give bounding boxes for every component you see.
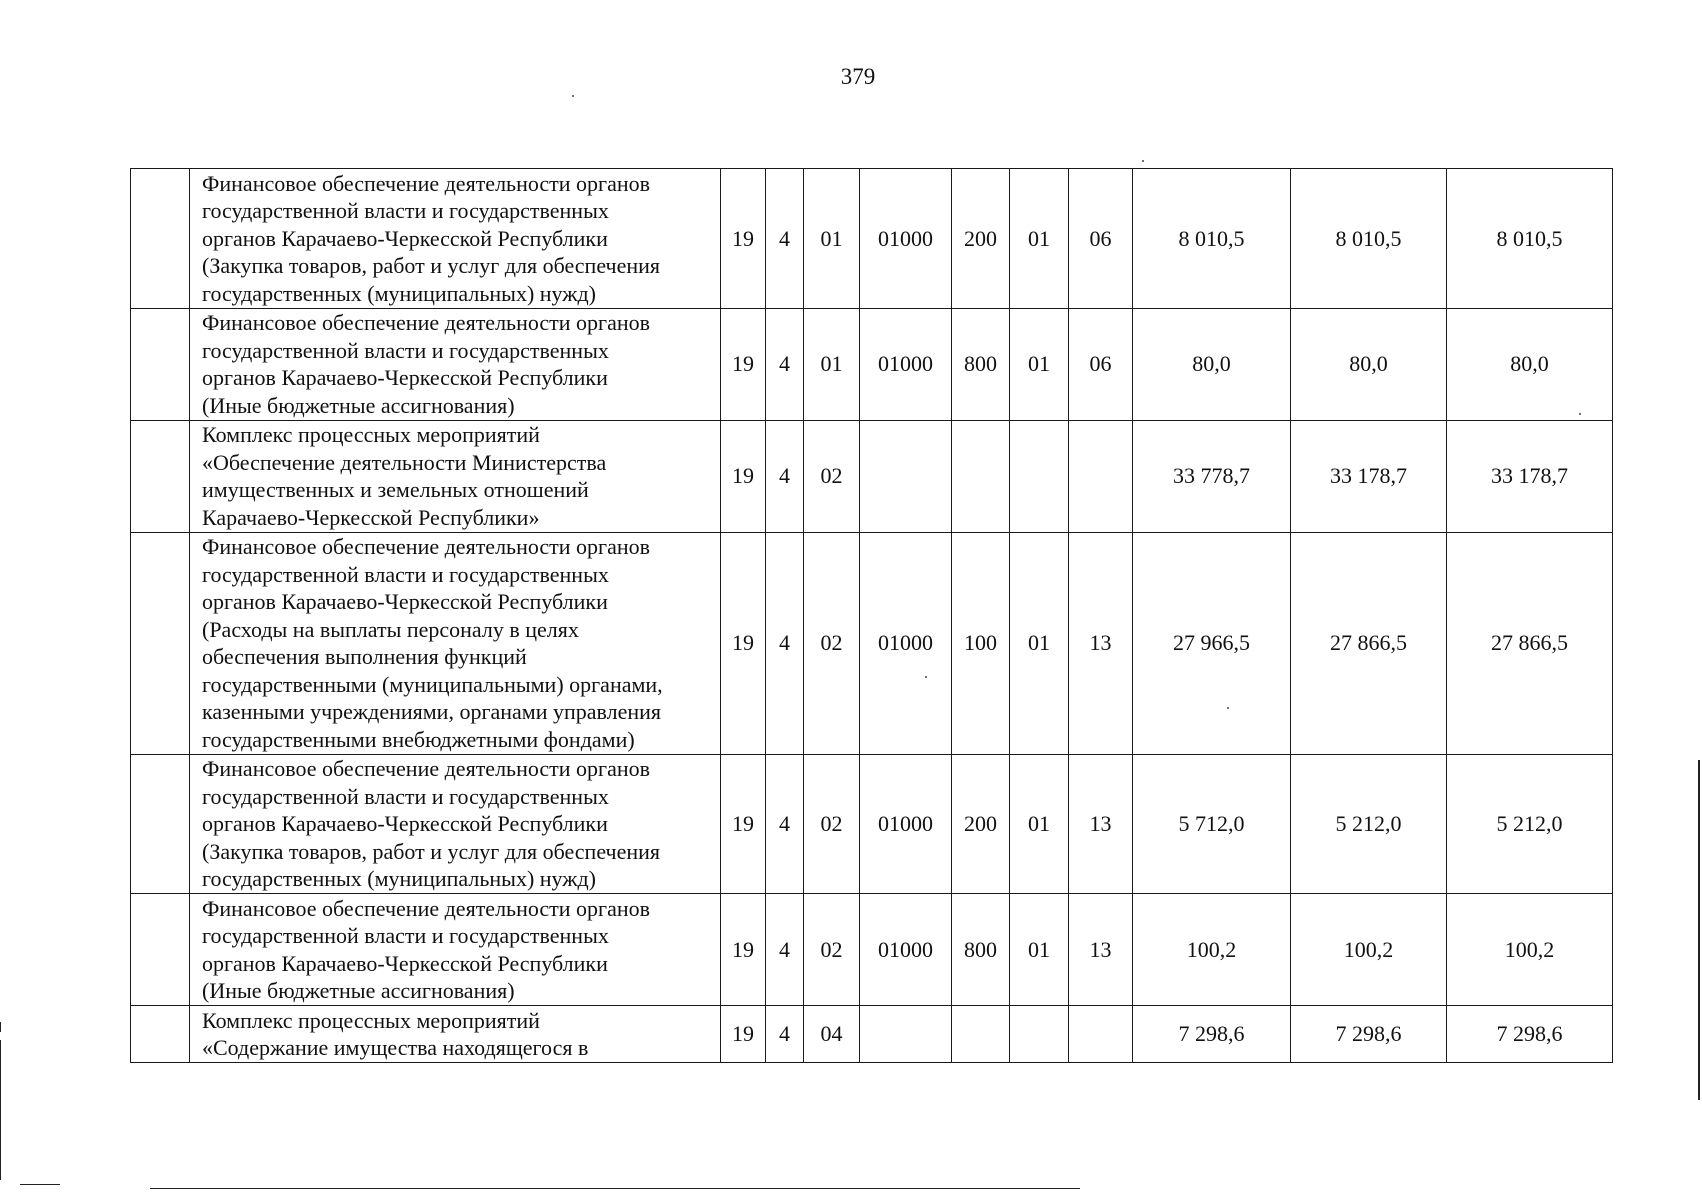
amount-year-2: 8 010,5	[1291, 169, 1447, 309]
description-line: Карачаево-Черкесской Республики»	[202, 504, 540, 530]
description-line: имущественных и земельных отношений	[202, 477, 589, 502]
code-direction: 01000	[860, 894, 952, 1006]
row-description	[190, 308, 721, 420]
row-number-cell	[131, 169, 190, 309]
description-line: (Расходы на выплаты персоналу в целях	[202, 616, 579, 642]
scan-margin-line	[0, 1040, 1, 1180]
amount-year-3: 8 010,5	[1447, 169, 1613, 309]
description-line: органов Карачаево-Черкесской Республики	[202, 365, 608, 390]
amount-year-1: 27 966,5	[1133, 532, 1291, 754]
description-line: казенными учреждениями, органами управления	[202, 699, 662, 724]
description-line: (Иные бюджетные ассигнования)	[202, 978, 515, 1003]
code-gp: 19	[721, 894, 766, 1006]
amount-year-1: 5 712,0	[1133, 754, 1291, 894]
amount-year-3: 7 298,6	[1447, 1006, 1613, 1063]
description-line: государственной власти и государственных	[202, 783, 609, 809]
code-subprogram: 4	[766, 308, 804, 420]
amount-year-2: 33 178,7	[1291, 420, 1447, 532]
scan-margin-line	[1698, 760, 1700, 1100]
code-subprogram: 4	[766, 894, 804, 1006]
code-subprogram: 4	[766, 1006, 804, 1063]
row-description	[190, 1006, 721, 1063]
description-line: Финансовое обеспечение деятельности органов	[202, 310, 651, 335]
code-subsection: 06	[1069, 308, 1133, 420]
row-description	[190, 420, 721, 532]
code-expense-type: 200	[952, 754, 1010, 894]
code-direction: 01000	[860, 308, 952, 420]
code-section: 01	[1010, 894, 1069, 1006]
amount-year-2: 27 866,5	[1291, 532, 1447, 754]
description-line: Комплекс процессных мероприятий	[202, 422, 540, 447]
table-row	[131, 1006, 1613, 1063]
amount-year-1: 80,0	[1133, 308, 1291, 420]
description-line: государственной власти и государственных	[202, 561, 609, 587]
code-section: 01	[1010, 532, 1069, 754]
row-number-cell	[131, 308, 190, 420]
amount-year-2: 100,2	[1291, 894, 1447, 1006]
row-number-cell	[131, 420, 190, 532]
row-description	[190, 894, 721, 1006]
description-line: органов Карачаево-Черкесской Республики	[202, 950, 608, 976]
code-section: 01	[1010, 308, 1069, 420]
code-expense-type: 800	[952, 308, 1010, 420]
amount-year-2: 5 212,0	[1291, 754, 1447, 894]
description-line: государственной власти и государственных	[202, 337, 609, 363]
scan-margin-line	[0, 1022, 1, 1032]
code-subsection: 06	[1069, 169, 1133, 309]
code-subsection	[1069, 420, 1133, 532]
code-direction	[860, 420, 952, 532]
amount-year-2: 7 298,6	[1291, 1006, 1447, 1063]
code-event: 02	[804, 754, 860, 894]
description-line: Финансовое обеспечение деятельности органов	[202, 756, 651, 781]
row-description	[190, 532, 721, 754]
scan-speck	[1142, 160, 1144, 162]
page-number: 379	[840, 64, 876, 89]
description-line: государственной власти и государственных	[202, 198, 609, 223]
table-row	[131, 894, 1613, 1006]
code-expense-type	[952, 1006, 1010, 1063]
code-section: 01	[1010, 169, 1069, 309]
description-line: государственных (муниципальных) нужд)	[202, 280, 596, 306]
description-line: государственных (муниципальных) нужд)	[202, 866, 596, 891]
code-gp: 19	[721, 754, 766, 894]
amount-year-2: 80,0	[1291, 308, 1447, 420]
code-gp: 19	[721, 169, 766, 309]
code-gp: 19	[721, 532, 766, 754]
code-subprogram: 4	[766, 420, 804, 532]
code-gp: 19	[721, 420, 766, 532]
description-line: органов Карачаево-Черкесской Республики	[202, 589, 608, 614]
code-event: 04	[804, 1006, 860, 1063]
description-line: (Закупка товаров, работ и услуг для обеспечения	[202, 838, 661, 864]
description-line: «Обеспечение деятельности Министерства	[202, 449, 607, 475]
scan-bottom-line	[20, 1184, 60, 1185]
code-subprogram: 4	[766, 754, 804, 894]
row-description	[190, 169, 721, 309]
table-body	[131, 169, 1613, 1063]
code-direction: 01000	[860, 754, 952, 894]
code-gp: 19	[721, 308, 766, 420]
amount-year-3: 5 212,0	[1447, 754, 1613, 894]
description-line: Комплекс процессных мероприятий	[202, 1007, 540, 1033]
code-expense-type: 100	[952, 532, 1010, 754]
code-subsection	[1069, 1006, 1133, 1063]
code-subsection: 13	[1069, 894, 1133, 1006]
row-number-cell	[131, 532, 190, 754]
description-line: Финансовое обеспечение деятельности органов	[202, 895, 651, 921]
amount-year-1: 8 010,5	[1133, 169, 1291, 309]
description-line: органов Карачаево-Черкесской Республики	[202, 811, 608, 836]
scan-speck	[1579, 413, 1581, 415]
budget-table	[130, 168, 1613, 1063]
table-row	[131, 532, 1613, 754]
amount-year-1: 100,2	[1133, 894, 1291, 1006]
table-row	[131, 420, 1613, 532]
code-expense-type	[952, 420, 1010, 532]
code-event: 01	[804, 308, 860, 420]
description-line: Финансовое обеспечение деятельности органов	[202, 534, 651, 559]
description-line: органов Карачаево-Черкесской Республики	[202, 225, 608, 251]
amount-year-1: 33 778,7	[1133, 420, 1291, 532]
code-section	[1010, 1006, 1069, 1063]
table-row	[131, 169, 1613, 309]
code-expense-type: 800	[952, 894, 1010, 1006]
description-line: «Содержание имущества находящегося в	[202, 1035, 589, 1060]
code-subprogram: 4	[766, 169, 804, 309]
amount-year-3: 33 178,7	[1447, 420, 1613, 532]
amount-year-3: 27 866,5	[1447, 532, 1613, 754]
code-subprogram: 4	[766, 532, 804, 754]
table-row	[131, 308, 1613, 420]
description-line: (Закупка товаров, работ и услуг для обеспечения	[202, 253, 661, 278]
row-number-cell	[131, 1006, 190, 1063]
code-section: 01	[1010, 754, 1069, 894]
description-line: обеспечения выполнения функций	[202, 644, 527, 669]
description-line: (Иные бюджетные ассигнования)	[202, 392, 515, 418]
description-line: государственной власти и государственных	[202, 923, 609, 948]
scan-speck	[572, 95, 574, 97]
scan-speck	[925, 676, 927, 678]
description-line: государственными (муниципальными) органами,	[202, 671, 663, 697]
amount-year-3: 80,0	[1447, 308, 1613, 420]
description-line: государственными внебюджетными фондами)	[202, 726, 635, 752]
code-expense-type: 200	[952, 169, 1010, 309]
code-subsection: 13	[1069, 754, 1133, 894]
scan-speck	[1227, 707, 1229, 709]
code-event: 01	[804, 169, 860, 309]
row-description	[190, 754, 721, 894]
code-event: 02	[804, 532, 860, 754]
amount-year-1: 7 298,6	[1133, 1006, 1291, 1063]
table-row	[131, 754, 1613, 894]
description-line: Финансовое обеспечение деятельности органов	[202, 170, 651, 196]
scan-bottom-line	[150, 1188, 1080, 1189]
code-direction: 01000	[860, 169, 952, 309]
row-number-cell	[131, 754, 190, 894]
code-event: 02	[804, 894, 860, 1006]
amount-year-3: 100,2	[1447, 894, 1613, 1006]
row-number-cell	[131, 894, 190, 1006]
code-event: 02	[804, 420, 860, 532]
code-direction: 01000	[860, 532, 952, 754]
code-section	[1010, 420, 1069, 532]
code-direction	[860, 1006, 952, 1063]
code-subsection: 13	[1069, 532, 1133, 754]
code-gp: 19	[721, 1006, 766, 1063]
